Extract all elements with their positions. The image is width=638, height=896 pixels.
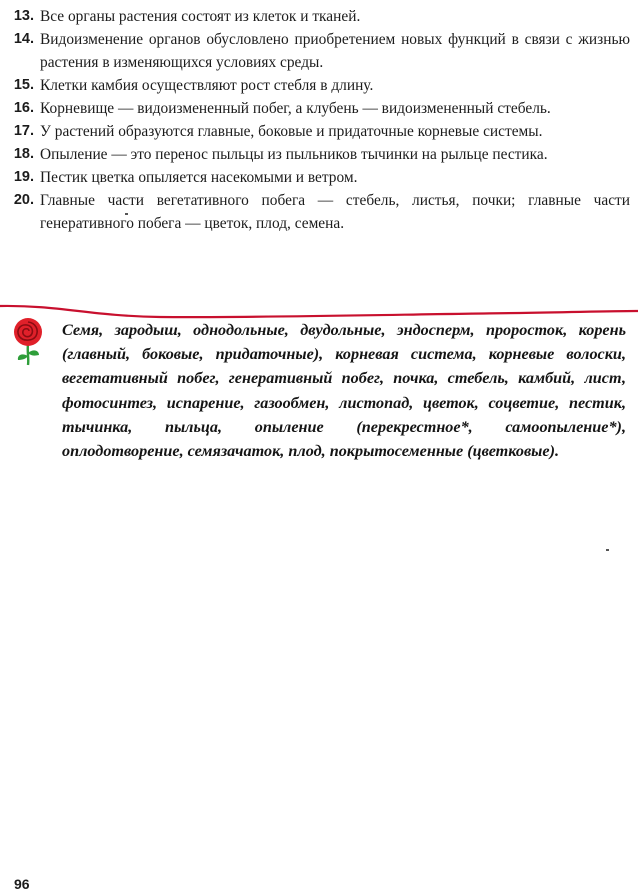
statement-list: [8, 5, 630, 235]
item-number: 20.: [13, 192, 34, 208]
rose-icon: [6, 316, 50, 366]
item-number: 18.: [13, 146, 34, 162]
item-text: Видоизменение органов обусловлено приобретением новых функций в связи с жизнью растения в изменяющихся условиях среды.: [40, 31, 630, 71]
list-item: [8, 189, 630, 235]
item-text: Пестик цветка опыляется насекомыми и ветром.: [40, 169, 358, 186]
key-terms: Семя, зародыш, однодольные, двудольные, эндосперм, проросток, корень (главный, боковые, придаточные), корневая система, корневые волоски, вегетативный побег, генеративный побег, почка, стебель, камбий, лист, фотосинтез, испарение, газообмен, листопад, цветок, соцветие, пестик, тычинка, пыльца, опыление (перекрестное*, самоопыление*), оплодотворение, семязачаток, плод, покрытосеменные (цветковые).: [62, 321, 626, 461]
item-number: 15.: [13, 77, 34, 93]
item-text: Клетки камбия осуществляют рост стебля в длину.: [40, 77, 374, 94]
item-text: Опыление — это перенос пыльцы из пыльников тычинки на рыльце пестика.: [40, 146, 548, 163]
page-number: 96: [14, 876, 30, 892]
item-text: Все органы растения состоят из клеток и тканей.: [40, 8, 361, 25]
item-text: У растений образуются главные, боковые и придаточные корневые системы.: [40, 123, 543, 140]
list-item: [8, 74, 630, 97]
list-item: [8, 166, 630, 189]
list-item: [8, 5, 630, 28]
item-number: 16.: [13, 100, 34, 116]
item-text: Корневище — видоизмененный побег, а клубень — видоизмененный стебель.: [40, 100, 551, 117]
list-item: [8, 97, 630, 120]
scan-speck: [606, 549, 609, 551]
item-number: 14.: [13, 31, 34, 47]
item-number: 19.: [13, 169, 34, 185]
scan-speck: [125, 213, 128, 215]
item-number: 17.: [13, 123, 34, 139]
list-item: [8, 120, 630, 143]
item-text: Главные части вегетативного побега — стебель, листья, почки; главные части генеративного побега — цветок, плод, семена.: [40, 192, 630, 232]
item-number: 13.: [13, 8, 34, 24]
list-item: [8, 143, 630, 166]
list-item: [8, 28, 630, 74]
